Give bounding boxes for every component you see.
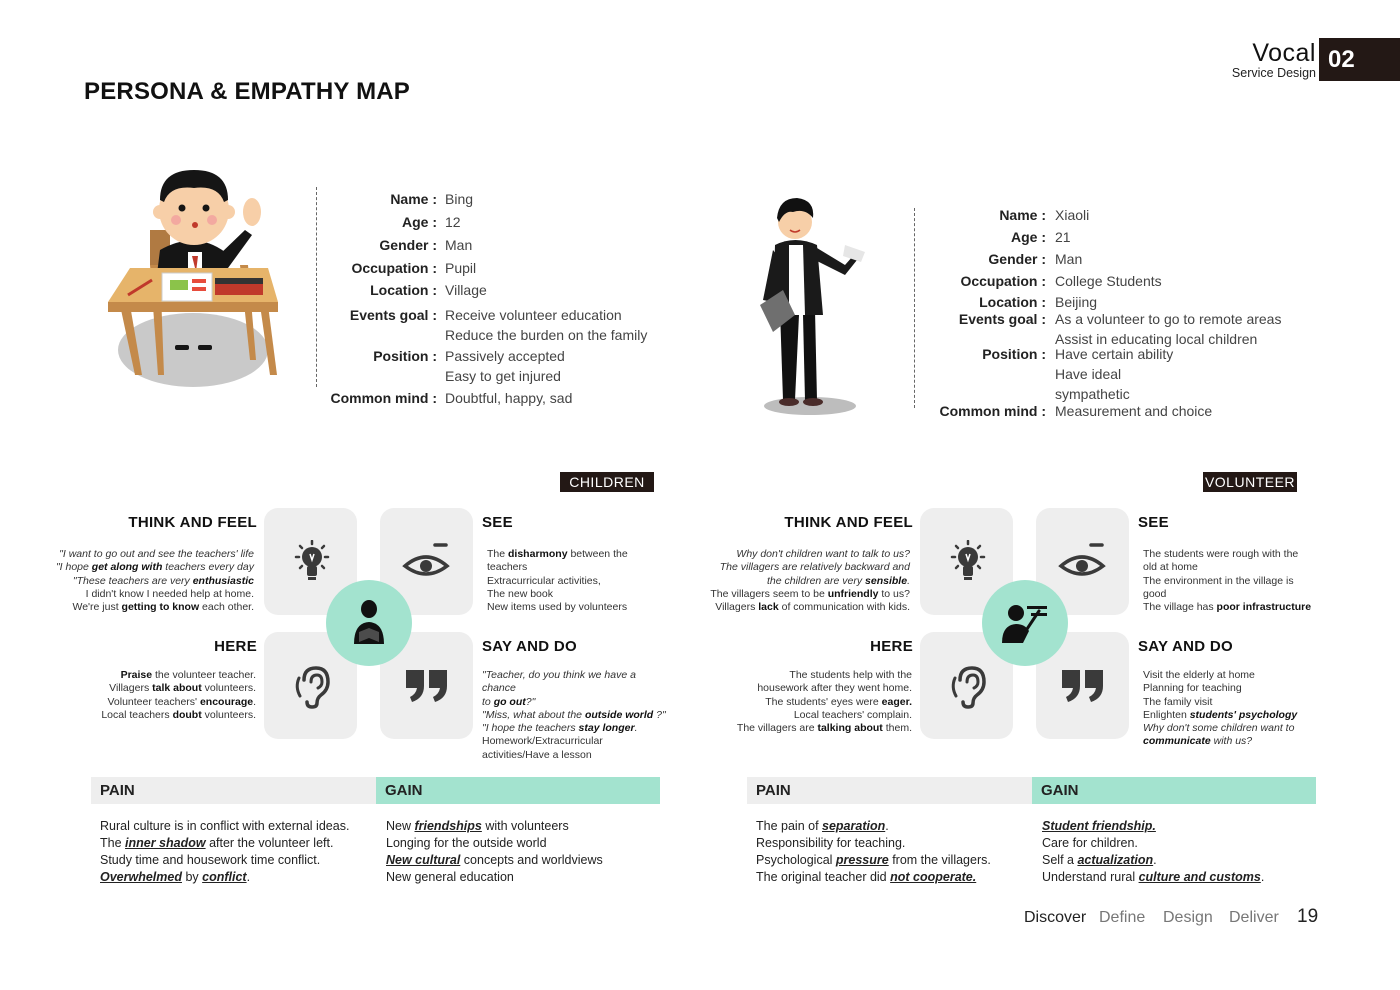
- pain-label: PAIN: [747, 777, 1032, 804]
- persona-value: Have ideal: [1055, 366, 1122, 382]
- persona-key: Events goal :: [349, 307, 437, 323]
- persona-value: Reduce the burden on the family: [445, 327, 648, 343]
- think-feel-text: "I want to go out and see the teachers' life "I hope get along with teachers every day "These teachers are very enthusiastic I didn't know I needed help at home. We're just getting to know each other.: [55, 548, 254, 614]
- section-number: 02: [1319, 38, 1400, 81]
- persona-value: Beijing: [1055, 294, 1098, 310]
- think-feel-heading: THINK AND FEEL: [784, 514, 913, 531]
- ear-icon: [292, 664, 332, 715]
- persona-value: Pupil: [445, 260, 477, 276]
- persona-key: Position :: [373, 348, 437, 364]
- hear-text: The students help with the housework after they went home. The students' eyes were eager. Local teachers' complain. The villagers are talking about them.: [736, 669, 912, 735]
- see-text: The students were rough with the old at home The environment in the village is good The village has poor infrastructure: [1143, 548, 1312, 614]
- persona-key: Name :: [999, 207, 1046, 223]
- hear-text: Praise the volunteer teacher. Villagers talk about volunteers. Volunteer teachers' encourage. Local teachers doubt volunteers.: [101, 669, 256, 721]
- persona-key: Location :: [370, 282, 437, 298]
- say-do-text: "Teacher, do you think we have a chance to go out?" "Miss, what about the outside world ?" "I hope the teachers stay longer. Homework/Extracurricular activities/Have a lesson: [482, 669, 666, 761]
- page-title: PERSONA & EMPATHY MAP: [84, 78, 411, 105]
- hear-heading: HERE: [870, 638, 913, 655]
- hear-heading: HERE: [214, 638, 257, 655]
- persona-key: Position :: [982, 346, 1046, 362]
- persona-value: 21: [1055, 229, 1071, 245]
- quote-icon: [1060, 668, 1106, 709]
- persona-value: Assist in educating local children: [1055, 331, 1258, 347]
- pain-text: The pain of separation. Responsibility for teaching. Psychological pressure from the villagers. The original teacher did not cooperate.: [756, 819, 991, 884]
- persona-key: Events goal :: [958, 311, 1046, 327]
- persona-value: Bing: [445, 191, 474, 207]
- persona-key: Common mind :: [939, 403, 1046, 419]
- nav-define[interactable]: Define: [1099, 909, 1146, 926]
- lightbulb-icon: [292, 540, 332, 589]
- persona-key: Location :: [979, 294, 1046, 310]
- page-number: 19: [1297, 906, 1319, 927]
- eye-icon: [1058, 542, 1106, 585]
- see-heading: SEE: [482, 514, 513, 531]
- persona-value: As a volunteer to go to remote areas: [1055, 311, 1282, 327]
- see-text: The disharmony between the teachers Extracurricular activities, The new book New items used by volunteers: [487, 548, 628, 614]
- persona-value: Man: [1055, 251, 1083, 267]
- persona-value: Have certain ability: [1055, 346, 1174, 362]
- persona-key: Occupation :: [960, 273, 1046, 289]
- persona-key: Age :: [1011, 229, 1046, 245]
- gain-text: New friendships with volunteers Longing for the outside world New cultural concepts and worldviews New general education: [386, 819, 603, 884]
- teacher-icon: [1001, 601, 1051, 652]
- persona-value: 12: [445, 214, 461, 230]
- persona-value: Receive volunteer education: [445, 307, 622, 323]
- pain-text: Rural culture is in conflict with external ideas. The inner shadow after the volunteer left. Study time and housework time conflict. Overwhelmed by conflict.: [100, 819, 350, 884]
- nav-deliver[interactable]: Deliver: [1229, 909, 1279, 926]
- say-do-text: Visit the elderly at home Planning for teaching The family visit Enlighten students' psychology Why don't some children want to communicate with us?: [1143, 669, 1298, 748]
- nav-design[interactable]: Design: [1163, 909, 1213, 926]
- gain-label: GAIN: [1032, 777, 1316, 804]
- say-do-heading: SAY AND DO: [482, 638, 577, 655]
- think-feel-heading: THINK AND FEEL: [128, 514, 257, 531]
- persona-value: sympathetic: [1055, 386, 1130, 402]
- persona-key: Age :: [402, 214, 437, 230]
- gain-label: GAIN: [376, 777, 660, 804]
- persona-value: Easy to get injured: [445, 368, 561, 384]
- see-heading: SEE: [1138, 514, 1169, 531]
- lightbulb-icon: [948, 540, 988, 589]
- student-icon: [349, 598, 389, 653]
- gain-text: Student friendship. Care for children. Self a actualization. Understand rural culture and customs.: [1042, 819, 1265, 884]
- persona-value: Xiaoli: [1055, 207, 1090, 223]
- nav-discover[interactable]: Discover: [1024, 909, 1087, 926]
- quote-icon: [404, 668, 450, 709]
- persona-value: College Students: [1055, 273, 1162, 289]
- think-feel-text: Why don't children want to talk to us? The villagers are relatively backward and the children are very sensible. The villagers seem to be unfriendly to us? Villagers lack of communication with kids.: [710, 548, 910, 614]
- persona-key: Occupation :: [351, 260, 437, 276]
- persona-value: Measurement and choice: [1055, 403, 1213, 419]
- volunteer-badge: VOLUNTEER: [1204, 474, 1296, 490]
- persona-key: Common mind :: [330, 390, 437, 406]
- brand-name: Vocal: [1252, 39, 1316, 67]
- persona-value: Man: [445, 237, 473, 253]
- persona-value: Village: [445, 282, 487, 298]
- persona-key: Gender :: [988, 251, 1046, 267]
- pain-label: PAIN: [91, 777, 376, 804]
- ear-icon: [948, 664, 988, 715]
- persona-key: Gender :: [379, 237, 437, 253]
- eye-icon: [402, 542, 450, 585]
- say-do-heading: SAY AND DO: [1138, 638, 1233, 655]
- persona-value: Doubtful, happy, sad: [445, 390, 573, 406]
- persona-value: Passively accepted: [445, 348, 565, 364]
- children-badge: CHILDREN: [560, 472, 654, 492]
- persona-key: Name :: [390, 191, 437, 207]
- brand-subtitle: Service Design: [1231, 66, 1316, 80]
- brand: [1228, 40, 1316, 80]
